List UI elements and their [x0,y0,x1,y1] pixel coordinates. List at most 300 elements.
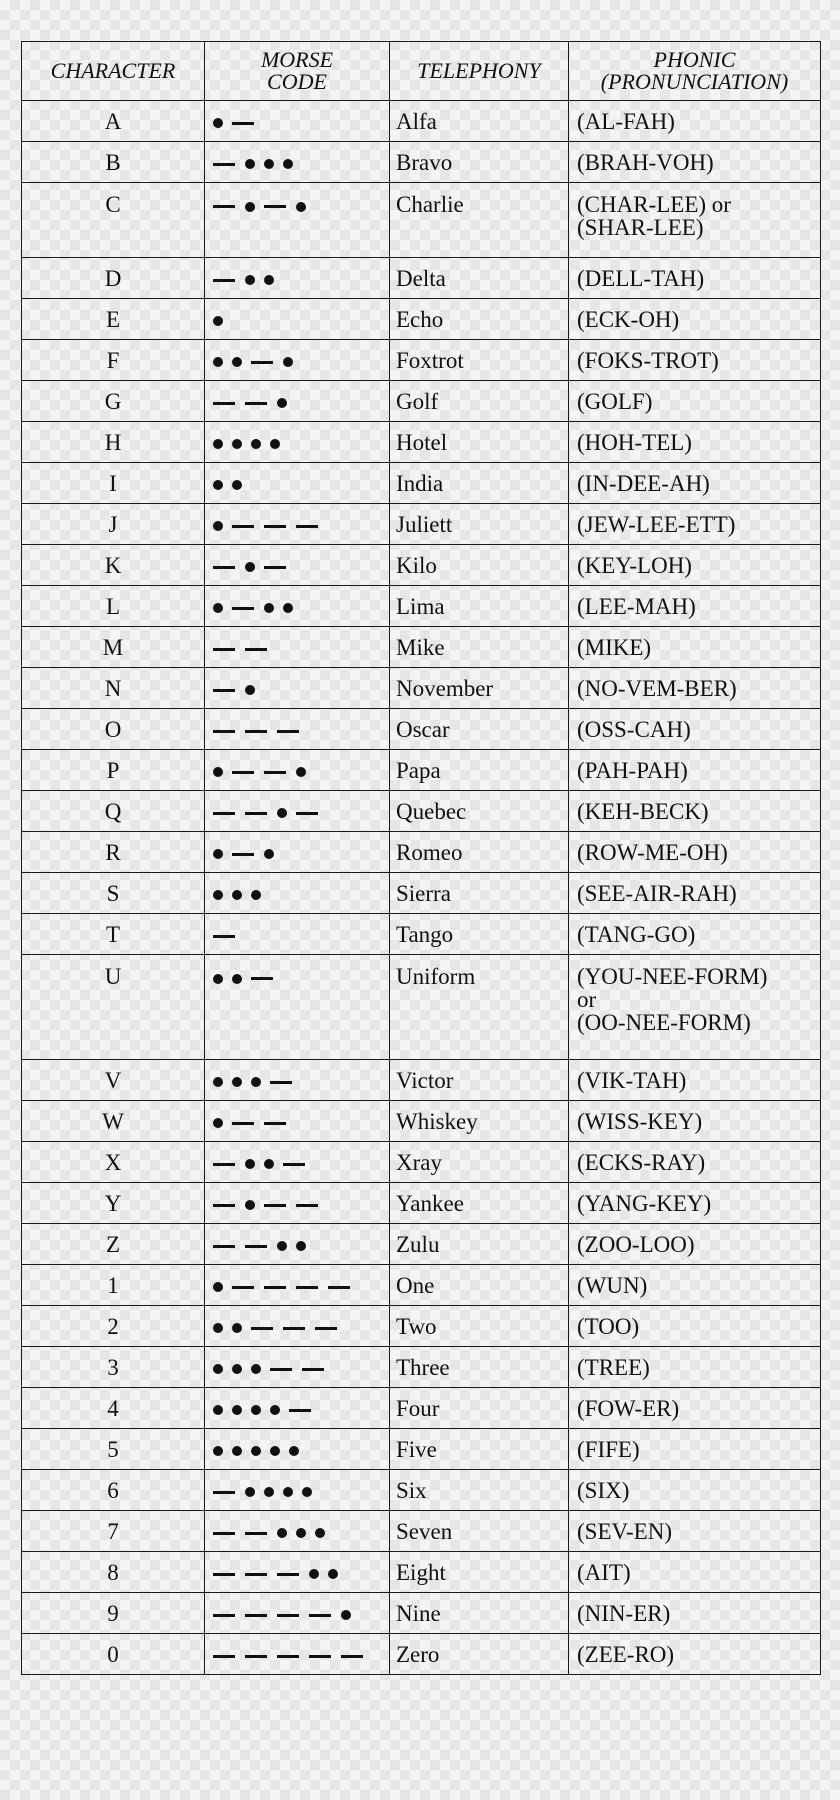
morse-dot [232,357,242,367]
phonic-cell [569,1142,821,1183]
phonic-cell [569,1429,821,1470]
morse-dot [213,118,223,128]
morse-dash [264,1122,286,1125]
morse-dot [213,1405,223,1415]
phonic-line: (YOU-NEE-FORM) [577,964,768,989]
morse-code-cell [205,1347,390,1388]
morse-code-cell [205,1552,390,1593]
character-cell: 9 [22,1593,205,1634]
morse-code-cell [205,627,390,668]
morse-code-cell [205,709,390,750]
morse-dot [283,357,293,367]
header-morse-line-2: CODE [267,69,327,94]
table-body [22,101,821,1675]
morse-code-cell [205,668,390,709]
header-character-line: CHARACTER [50,58,176,83]
table-row [22,709,821,750]
phonic-cell [569,183,821,258]
phonic-cell [569,791,821,832]
table-row [22,142,821,183]
telephony-cell: Golf [390,381,569,422]
morse-dot [245,159,255,169]
morse-dot [232,890,242,900]
morse-dash [213,1532,235,1535]
phonic-cell [569,1265,821,1306]
phonic-line: or [577,987,597,1012]
morse-code-cell [205,1306,390,1347]
morse-code-cell [205,422,390,463]
morse-code-cell [205,791,390,832]
telephony-cell: Xray [390,1142,569,1183]
phonic-line: (TOO) [577,1313,640,1339]
phonic-cell [569,1511,821,1552]
telephony-cell: Two [390,1306,569,1347]
phonic-line: (GOLF) [577,388,653,414]
morse-dash [264,1286,286,1289]
telephony-cell: One [390,1265,569,1306]
morse-dash [232,122,254,125]
morse-dash [264,205,286,208]
morse-dash [245,1573,267,1576]
morse-dot [270,1405,280,1415]
morse-dot [232,1364,242,1374]
morse-dash [264,566,286,569]
morse-dash [251,977,273,980]
table-row [22,750,821,791]
character-cell: U [22,955,205,1060]
morse-dot [213,767,223,777]
character-cell: E [22,299,205,340]
phonic-cell [569,750,821,791]
telephony-cell: Romeo [390,832,569,873]
morse-code-cell [205,545,390,586]
morse-dash [232,771,254,774]
morse-dot [270,1446,280,1456]
phonic-line: (AIT) [577,1559,631,1585]
morse-dash [309,1655,331,1658]
morse-code-cell [205,258,390,299]
phonic-cell [569,914,821,955]
morse-dot [251,890,261,900]
table-row [22,873,821,914]
morse-code-cell [205,1470,390,1511]
character-cell: H [22,422,205,463]
morse-code-cell [205,340,390,381]
phonic-line: (LEE-MAH) [577,593,696,619]
header-phonic [569,42,821,101]
phonic-line: (SHAR-LEE) [577,215,704,240]
morse-code-cell [205,1593,390,1634]
morse-code-cell [205,873,390,914]
telephony-cell: Charlie [390,183,569,258]
telephony-cell: Yankee [390,1183,569,1224]
telephony-cell: Zulu [390,1224,569,1265]
morse-dash [213,205,235,208]
phonic-cell [569,955,821,1060]
morse-dot [213,521,223,531]
morse-code-cell [205,381,390,422]
phonic-cell [569,832,821,873]
phonic-cell [569,299,821,340]
phonic-line: (OO-NEE-FORM) [577,1010,751,1035]
morse-dot [264,275,274,285]
telephony-cell: Delta [390,258,569,299]
phonic-cell [569,873,821,914]
telephony-cell: Quebec [390,791,569,832]
telephony-cell: Hotel [390,422,569,463]
table-row [22,463,821,504]
character-cell: V [22,1060,205,1101]
character-cell: 0 [22,1634,205,1675]
morse-dash [296,1286,318,1289]
character-cell: A [22,101,205,142]
character-cell: 4 [22,1388,205,1429]
morse-dot [213,1323,223,1333]
morse-code-cell [205,1265,390,1306]
morse-dot [213,1364,223,1374]
character-cell: Y [22,1183,205,1224]
telephony-cell: Juliett [390,504,569,545]
table-row [22,1142,821,1183]
phonic-line: (MIKE) [577,634,652,660]
morse-dash [213,1614,235,1617]
character-cell: 2 [22,1306,205,1347]
character-cell: W [22,1101,205,1142]
morse-code-table [21,41,821,1675]
morse-dash [245,1614,267,1617]
morse-dot [232,1446,242,1456]
morse-dash [213,566,235,569]
morse-code-cell [205,101,390,142]
table-row [22,1224,821,1265]
header-character [22,42,205,101]
morse-dot [232,1405,242,1415]
phonic-line: (ZOO-LOO) [577,1231,695,1257]
morse-dot [245,1487,255,1497]
morse-dash [277,1614,299,1617]
morse-dash [245,812,267,815]
phonic-line: (PAH-PAH) [577,757,688,783]
morse-dash [296,812,318,815]
morse-dot [245,275,255,285]
table-row [22,832,821,873]
character-cell: J [22,504,205,545]
morse-dot [341,1610,351,1620]
morse-code-cell [205,832,390,873]
table-row [22,422,821,463]
phonic-line: (FOW-ER) [577,1395,680,1421]
phonic-cell [569,668,821,709]
morse-dot [245,685,255,695]
phonic-line: (FIFE) [577,1436,640,1462]
morse-dot [270,439,280,449]
morse-dash [213,1655,235,1658]
character-cell: S [22,873,205,914]
morse-dash [213,689,235,692]
morse-dot [302,1487,312,1497]
telephony-cell: Whiskey [390,1101,569,1142]
morse-dot [289,1446,299,1456]
character-cell: L [22,586,205,627]
phonic-line: (IN-DEE-AH) [577,470,710,496]
morse-dot [213,890,223,900]
morse-code-cell [205,504,390,545]
morse-dash [213,163,235,166]
phonic-cell [569,1183,821,1224]
table-row [22,1306,821,1347]
phonic-line: (KEY-LOH) [577,552,692,578]
table-row [22,791,821,832]
character-cell: N [22,668,205,709]
morse-dot [213,1446,223,1456]
morse-dot [213,849,223,859]
morse-dot [213,480,223,490]
morse-dash [277,730,299,733]
morse-dot [251,1077,261,1087]
character-cell: 1 [22,1265,205,1306]
phonic-cell [569,709,821,750]
morse-code-cell [205,586,390,627]
morse-dash [270,1081,292,1084]
morse-dot [213,1077,223,1087]
morse-code-cell [205,1060,390,1101]
character-cell: O [22,709,205,750]
table-row [22,1388,821,1429]
table-row [22,1183,821,1224]
telephony-cell: Foxtrot [390,340,569,381]
morse-code-cell [205,183,390,258]
telephony-cell: Mike [390,627,569,668]
character-cell: I [22,463,205,504]
telephony-cell: Uniform [390,955,569,1060]
character-cell: C [22,183,205,258]
header-telephony [390,42,569,101]
morse-dot [245,1159,255,1169]
telephony-cell: Lima [390,586,569,627]
morse-dot [245,1200,255,1210]
phonic-cell [569,463,821,504]
phonic-cell [569,1306,821,1347]
morse-dash [245,1245,267,1248]
telephony-cell: November [390,668,569,709]
phonic-cell [569,422,821,463]
phonic-cell [569,340,821,381]
phonic-line: (ECKS-RAY) [577,1149,706,1175]
table-row [22,340,821,381]
table-row [22,1552,821,1593]
morse-dash [213,1163,235,1166]
morse-dash [245,1532,267,1535]
morse-code-cell [205,1101,390,1142]
character-cell: 6 [22,1470,205,1511]
phonic-line: (HOH-TEL) [577,429,692,455]
phonic-cell [569,545,821,586]
table-row [22,1593,821,1634]
morse-dot [213,316,223,326]
phonic-cell [569,1552,821,1593]
header-row [22,42,821,101]
table-row [22,299,821,340]
morse-dot [283,1487,293,1497]
table-row [22,1347,821,1388]
morse-dash [213,648,235,651]
morse-dash [302,1368,324,1371]
character-cell: Z [22,1224,205,1265]
phonic-cell [569,1060,821,1101]
phonic-line: (BRAH-VOH) [577,149,714,175]
phonic-cell [569,1101,821,1142]
telephony-cell: Five [390,1429,569,1470]
morse-dot [213,1282,223,1292]
telephony-cell: Victor [390,1060,569,1101]
table-row [22,914,821,955]
morse-dash [251,361,273,364]
morse-dash [232,607,254,610]
morse-dash [213,730,235,733]
character-cell: T [22,914,205,955]
phonic-line: (JEW-LEE-ETT) [577,511,736,537]
morse-dot [264,603,274,613]
character-cell: G [22,381,205,422]
table-row [22,586,821,627]
header-telephony-line: TELEPHONY [417,58,541,83]
morse-dot [283,603,293,613]
phonic-cell [569,142,821,183]
phonic-cell [569,1470,821,1511]
morse-dash [277,1655,299,1658]
phonic-line: (ECK-OH) [577,306,680,332]
telephony-cell: Nine [390,1593,569,1634]
table-row [22,1101,821,1142]
phonic-line: (NO-VEM-BER) [577,675,737,701]
phonic-line: (SEV-EN) [577,1518,672,1544]
morse-code-cell [205,914,390,955]
morse-dot [264,159,274,169]
phonic-line: (SEE-AIR-RAH) [577,880,737,906]
table-header [22,42,821,101]
morse-dash [232,1286,254,1289]
morse-dash [328,1286,350,1289]
morse-dot [213,1118,223,1128]
telephony-cell: Seven [390,1511,569,1552]
morse-dot [251,1446,261,1456]
morse-code-cell [205,1224,390,1265]
character-cell: X [22,1142,205,1183]
table-row [22,1060,821,1101]
telephony-cell: Echo [390,299,569,340]
morse-dash [213,279,235,282]
morse-dot [245,562,255,572]
morse-dot [277,1528,287,1538]
morse-dash [283,1163,305,1166]
morse-dot [213,603,223,613]
morse-dash [315,1327,337,1330]
morse-dot [232,439,242,449]
morse-dot [277,808,287,818]
morse-dot [296,1528,306,1538]
phonic-line: (ROW-ME-OH) [577,839,728,865]
morse-dot [264,1159,274,1169]
table-row [22,1470,821,1511]
phonic-cell [569,1388,821,1429]
morse-dash [296,525,318,528]
morse-dot [213,974,223,984]
morse-dash [283,1327,305,1330]
phonic-cell [569,1347,821,1388]
table-row [22,258,821,299]
morse-dash [270,1368,292,1371]
telephony-cell: Six [390,1470,569,1511]
telephony-cell: Eight [390,1552,569,1593]
phonic-line: (TANG-GO) [577,921,696,947]
morse-dash [264,525,286,528]
character-cell: K [22,545,205,586]
morse-dash [232,525,254,528]
morse-dash [232,1122,254,1125]
morse-dash [264,1204,286,1207]
phonic-line: (OSS-CAH) [577,716,691,742]
morse-dot [283,159,293,169]
morse-dash [213,1491,235,1494]
phonic-cell [569,627,821,668]
morse-dash [277,1573,299,1576]
morse-dot [251,1364,261,1374]
morse-dash [213,935,235,938]
morse-dash [232,853,254,856]
table-row [22,183,821,258]
phonic-cell [569,381,821,422]
morse-dot [296,1241,306,1251]
telephony-cell: Tango [390,914,569,955]
telephony-cell: India [390,463,569,504]
phonic-cell [569,586,821,627]
header-phonic-line-2: (PRONUNCIATION) [600,69,789,94]
morse-dash [245,648,267,651]
morse-dot [264,849,274,859]
character-cell: F [22,340,205,381]
morse-dot [309,1569,319,1579]
morse-code-cell [205,1183,390,1224]
morse-code-cell [205,1634,390,1675]
table-row [22,1265,821,1306]
morse-dot [328,1569,338,1579]
phonic-line: (FOKS-TROT) [577,347,719,373]
morse-dot [296,767,306,777]
morse-dash [213,402,235,405]
phonic-line: (TREE) [577,1354,650,1380]
morse-code-cell [205,955,390,1060]
telephony-cell: Three [390,1347,569,1388]
phonic-line: (DELL-TAH) [577,265,705,291]
phonic-line: (ZEE-RO) [577,1641,675,1667]
phonic-line: (NIN-ER) [577,1600,671,1626]
table-row [22,504,821,545]
morse-dash [264,771,286,774]
telephony-cell: Papa [390,750,569,791]
phonic-cell [569,1593,821,1634]
morse-code-cell [205,142,390,183]
phonic-line: (SIX) [577,1477,630,1503]
telephony-cell: Four [390,1388,569,1429]
morse-code-cell [205,750,390,791]
telephony-cell: Zero [390,1634,569,1675]
morse-code-cell [205,1511,390,1552]
phonic-cell [569,1634,821,1675]
table-row [22,1634,821,1675]
table-row [22,668,821,709]
character-cell: B [22,142,205,183]
telephony-cell: Bravo [390,142,569,183]
